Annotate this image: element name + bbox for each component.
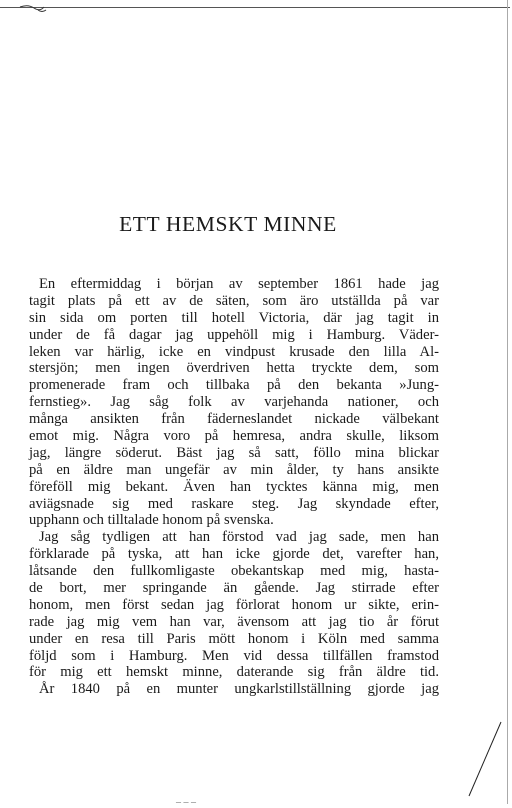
text-line: låtsande den fullkomligaste obekantskap med mig, hasta- [29,563,439,580]
text-line: sin sida om porten till hotell Victoria, där jag tagit in [29,309,439,326]
text-line: honom, men först sedan jag förlorat honom ur sikte, erin- [29,596,439,613]
text-line: fernstieg». Jag såg folk av varjehanda nationer, och [29,394,439,411]
text-line: En eftermiddag i början av september 1861 hade jag [39,276,439,292]
text-line: under de få dagar jag uppehöll mig i Hamburg. Väder- [29,326,439,343]
text-line: tagit plats på ett av de säten, som äro utställda på var [29,292,439,309]
text-line: stersjön; men ingen överdriven hetta tryckte dem, som [29,360,439,377]
chapter-title: ETT HEMSKT MINNE [119,212,337,236]
margin-pencil-stroke [465,720,505,800]
text-line: Jag såg tydligen att han förstod vad jag sade, men han [39,529,439,546]
top-border-rule [0,7,510,8]
text-line: många ansikten från fäderneslandet nickade välbekant [29,411,439,428]
text-line: År 1840 på en munter ungkarlstillställning gjorde jag [39,681,439,698]
text-line: följd som i Hamburg. Men vid dessa tillfällen framstod [29,647,439,664]
text-line: under en resa till Paris mött honom i Köln med samma [29,630,439,647]
text-line: jag, längre söderut. Bäst jag så satt, föllo mina blickar [29,444,439,461]
ornament-icon [18,0,58,14]
text-line: aviägsnade sig med raskare steg. Jag skyndade efter, [29,495,439,512]
body-text [29,276,439,698]
text-line: för mig ett hemskt minne, daterande sig från äldre tid. [29,664,439,681]
text-line: upphann och tilltalade honom på svenska. [29,512,274,529]
text-line: rade jag mig vem han var, ävensom att jag tio år förut [29,613,439,630]
text-line: förklarade på tyska, att han icke gjorde det, varefter han, [29,546,439,563]
text-line: de bort, mer springande än gående. Jag stirrade efter [29,580,439,597]
text-line: föreföll mig bekant. Även han tycktes känna mig, men [29,478,439,495]
text-line: emot mig. Några voro på hemresa, andra skulle, liksom [29,428,439,445]
page-footer-mark: – – – [176,797,196,808]
page-edge-line [507,0,508,804]
text-line: promenerade fram och tillbaka på den bekanta »Jung- [29,377,439,394]
text-line: leken var härlig, icke en vindpust krusade den lilla Al- [29,343,439,360]
text-line: på en äldre man ungefär av min ålder, ty hans ansikte [29,461,439,478]
